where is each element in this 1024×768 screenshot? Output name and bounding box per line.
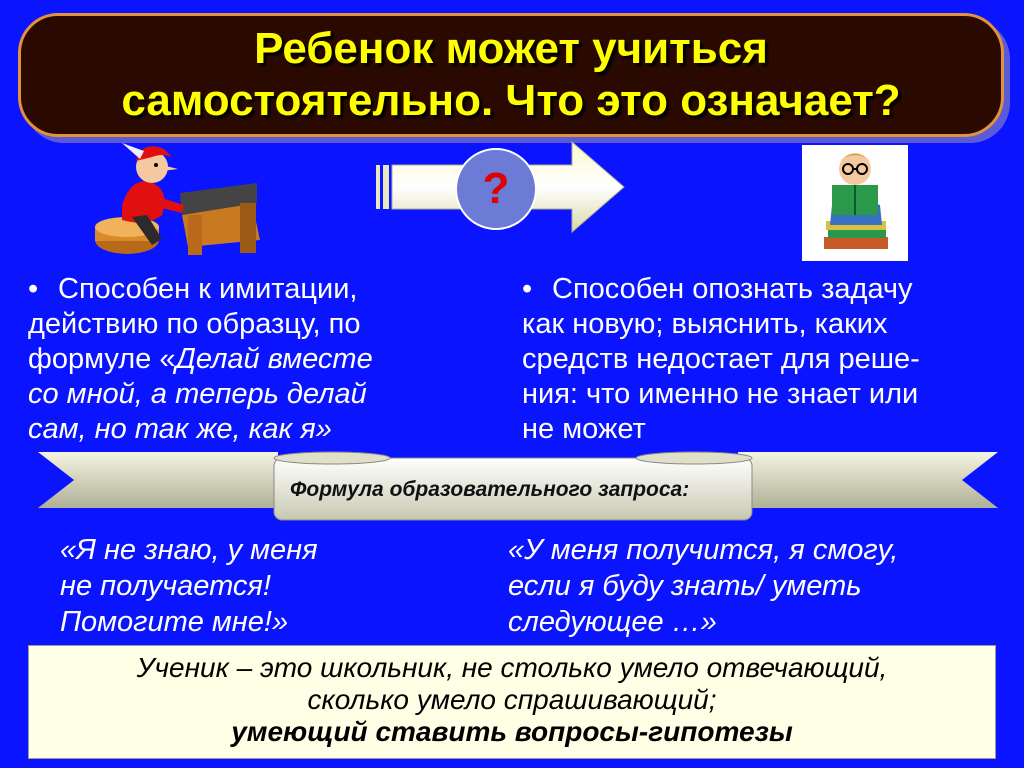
question-mark: ? [482,164,510,213]
right-quote-line-3: следующее …» [508,606,717,638]
bottom-line-2: сколько умело спрашивающий; [307,684,717,715]
title-line-1: Ребенок может учиться [254,24,768,73]
right-line-5: не может [522,413,646,445]
child-at-desk-illustration [92,135,262,260]
bottom-line-1: Ученик – это школьник, не столько умело отвечающий, [136,652,888,683]
bottom-line-3: умеющий ставить вопросы-гипотезы [231,716,793,747]
reading-child-illustration [802,145,908,261]
bottom-summary-box [28,645,996,759]
right-line-3: средств недостает для реше- [522,343,920,375]
left-quote-line-2: не получается! [60,570,271,602]
right-line-1: Способен опознать задачу [552,273,913,305]
left-italic-2: со мной, а теперь делай [28,378,367,410]
left-bullet-text [28,272,468,447]
formula-label: Формула образовательного запроса: [290,478,690,501]
right-quote-line-2: если я буду знать/ уметь [508,570,862,602]
left-quote-line-3: Помогите мне!» [60,606,289,638]
left-italic-3: сам, но так же, как я» [28,413,332,445]
title-box [18,13,1004,137]
left-quote-line-1: «Я не знаю, у меня [60,534,318,566]
left-line-1: Способен к имитации, [58,273,358,305]
left-italic-1: Делай вместе [175,343,373,375]
left-line-2: действию по образцу, по [28,308,361,340]
right-quote-line-1: «У меня получится, я смогу, [508,534,899,566]
title-line-2: самостоятельно. Что это означает? [121,76,901,125]
question-circle [455,148,537,230]
left-bullet-dot: • [28,273,39,305]
left-quote [60,532,318,640]
right-bullet-text [522,272,1002,447]
right-bullet-dot: • [522,273,533,305]
right-line-4: ния: что именно не знает или [522,378,919,410]
right-line-2: как новую; выяснить, каких [522,308,888,340]
right-quote [508,532,898,640]
reading-child-icon [802,145,908,261]
left-line-3: формуле « [28,343,176,375]
